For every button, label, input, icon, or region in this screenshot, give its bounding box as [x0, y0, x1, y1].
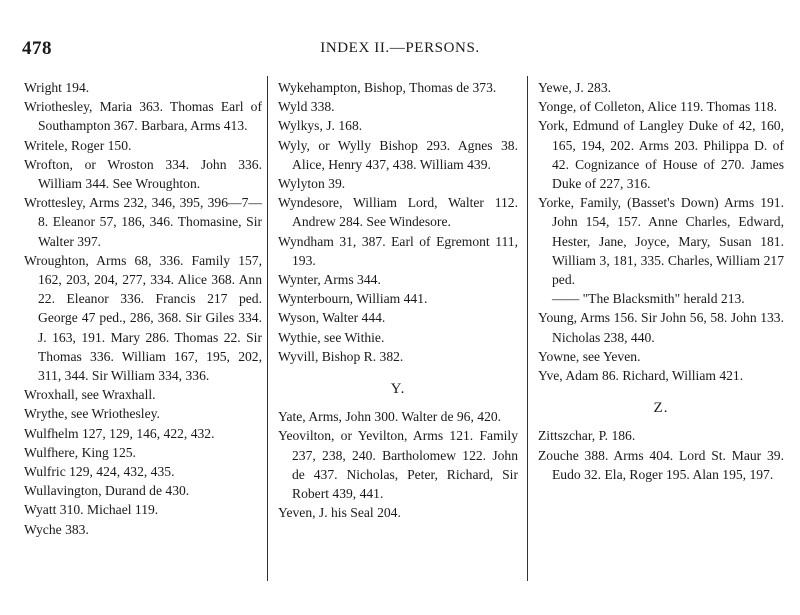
- index-entry: Wrottesley, Arms 232, 346, 395, 396—7—8. Eleanor 57, 186, 346. Thomasine, Sir Walter 397.: [24, 195, 262, 249]
- index-entry: Yonge, of Colleton, Alice 119. Thomas 118.: [538, 99, 778, 115]
- index-entry: Wyche 383.: [24, 521, 89, 537]
- running-title: INDEX II.—PERSONS.: [320, 40, 480, 56]
- index-entry: Young, Arms 156. Sir John 56, 58. John 133. Nicholas 238, 440.: [538, 310, 784, 345]
- page-number: 478: [22, 38, 52, 59]
- index-entry: Wulfric 129, 424, 432, 435.: [24, 464, 175, 480]
- column-rule-1: [267, 76, 268, 581]
- section-letter-z: Z.: [653, 400, 669, 417]
- index-entry: Wroughton, Arms 68, 336. Family 157, 162, 203, 204, 277, 334. Alice 368. Ann 22. Eleanor 336. Francis 217 ped. George 47 ped., 286, 368. Sir Giles 334. J. 163, 191. Mary 286. Thomas 22. Sir Thomas 336. William 167, 195, 202, 311, 344. Sir William 334, 336.: [24, 252, 262, 384]
- index-entry: Wythie, see Withie.: [278, 329, 385, 345]
- index-entry: Wyatt 310. Michael 119.: [24, 502, 159, 518]
- index-entry: Yeven, J. his Seal 204.: [278, 505, 401, 521]
- index-entry: Yorke, Family, (Basset's Down) Arms 191. John 154, 157. Anne Charles, Edward, Hester, Jane, Joyce, Mary, Susan 181. William 3, 181, 335. Charles, William 217 ped.: [538, 195, 784, 288]
- index-entry: Wright 194.: [24, 80, 90, 95]
- index-entry: Zittszchar, P. 186.: [538, 428, 636, 444]
- index-column-3: [538, 78, 784, 484]
- index-entry: Zouche 388. Arms 404. Lord St. Maur 39. Eudo 32. Ela, Roger 195. Alan 195, 197.: [538, 447, 784, 482]
- index-entry: Yowne, see Yeven.: [538, 348, 641, 364]
- index-entry: Wylkys, J. 168.: [278, 118, 363, 134]
- index-entry: Wynterbourn, William 441.: [278, 291, 428, 307]
- index-entry: Wyvill, Bishop R. 382.: [278, 348, 404, 364]
- index-entry: Wulfhere, King 125.: [24, 444, 136, 460]
- index-entry: Wykehampton, Bishop, Thomas de 373.: [278, 80, 497, 95]
- index-entry: Wylyton 39.: [278, 176, 346, 192]
- index-entry: Wyndesore, William Lord, Walter 112. Andrew 284. See Windesore.: [278, 195, 518, 230]
- index-entry: Writele, Roger 150.: [24, 137, 132, 153]
- index-entry: Yate, Arms, John 300. Walter de 96, 420.: [278, 409, 502, 425]
- index-entry: Yve, Adam 86. Richard, William 421.: [538, 368, 744, 384]
- index-subentry: —— "The Blacksmith" herald 213.: [552, 291, 745, 307]
- index-column-1: [24, 78, 262, 539]
- column-rule-2: [527, 76, 528, 581]
- index-entry: Wyld 338.: [278, 99, 335, 115]
- index-entry: Wroxhall, see Wraxhall.: [24, 387, 156, 403]
- index-entry: Wriothesley, Maria 363. Thomas Earl of Southampton 367. Barbara, Arms 413.: [24, 99, 262, 134]
- index-column-2: [278, 78, 518, 522]
- index-entry: Wyly, or Wylly Bishop 293. Agnes 38. Alice, Henry 437, 438. William 439.: [278, 137, 518, 172]
- index-entry: Wyson, Walter 444.: [278, 310, 386, 326]
- index-entry: Wullavington, Durand de 430.: [24, 483, 190, 499]
- index-entry: Wrofton, or Wroston 334. John 336. William 344. See Wroughton.: [24, 156, 262, 192]
- index-entry: Wulfhelm 127, 129, 146, 422, 432.: [24, 425, 215, 441]
- index-entry: Wynter, Arms 344.: [278, 272, 381, 288]
- index-entry: Wyndham 31, 387. Earl of Egremont 111, 193.: [278, 233, 518, 268]
- index-entry: Yewe, J. 283.: [538, 80, 612, 95]
- index-entry: Wrythe, see Wriothesley.: [24, 406, 160, 422]
- section-letter-y: Y.: [390, 381, 406, 398]
- index-entry: York, Edmund of Langley Duke of 42, 160, 165, 194, 202. Arms 203. Philippa D. of 42. Cognizance of House of 270. James Duke of 227, 316.: [538, 118, 784, 192]
- index-entry: Yeovilton, or Yevilton, Arms 121. Family 237, 238, 240. Bartholomew 122. John de 437. Nicholas, Peter, Richard, Sir Robert 439, 441.: [278, 428, 518, 502]
